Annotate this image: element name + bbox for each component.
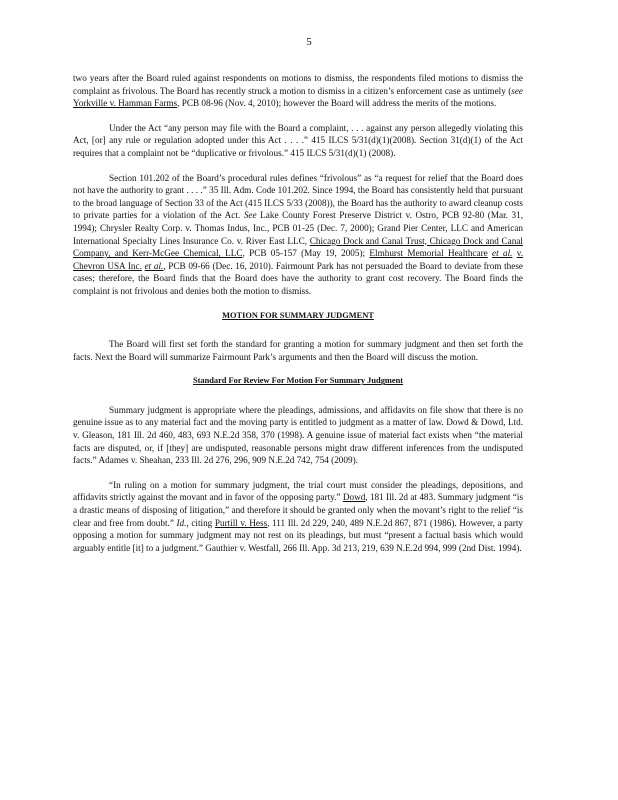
para3-see: See: [243, 210, 257, 221]
para3-text-b: Lake County Forest Preserve District v. Ostro, PCB 92-80 (Mar. 31, 1994); Chrysler Realty Corp. v. Thomas Indus, Inc., PCB 01-25 (Dec. 7, 2000); Grand Pier Center, LLC and American International Specialty Lines Insurance Co. v. River East LLC,: [73, 210, 524, 246]
paragraph-ruling-on-motion: [73, 479, 523, 555]
para6-id: Id.: [176, 517, 187, 528]
para3-et-al-2: et al.: [144, 260, 164, 271]
para3-text-a: Section 101.202 of the Board’s procedural rules defines “frivolous” as “a request for relief that the Board does not have the authority to grant . . . .” 35 Ill. Adm. Code 101.202. Since 1994, the Board has consistently held that pursuant to the broad language of Section 33 of the Act (415 ILCS 5/33 (2008)), the Board has the authority to award cleanup costs to private parties for a violation of the Act.: [73, 172, 523, 221]
paragraph-section-101-202: [73, 172, 523, 298]
para6-text-c: , citing: [186, 517, 213, 528]
case-yorkville: Yorkville v. Hamman Farms: [73, 98, 178, 109]
case-elmhurst: Elmhurst Memorial Healthcare: [369, 248, 488, 259]
para6-text-d: , 111 Ill. 2d 229, 240, 489 N.E.2d 867, 871 (1986). However, a party opposing a motion for summary judgment may not rest on its pleadings, but must “present a factual basis which would arguably entitle [it] to a judgment.” Gauthier v. Westfall, 266 Ill. App. 3d 213, 219, 639 N.E.2d 994, 999 (2nd Dist. 1994).: [73, 517, 524, 553]
para3-et-al: et al.: [492, 248, 513, 259]
heading1-text: MOTION FOR SUMMARY JUDGMENT: [222, 310, 374, 320]
page-number: 5: [306, 36, 312, 48]
paragraph-board-will-set-forth: The Board will first set forth the standard for granting a motion for summary judgment and then set forth the facts. Next the Board will summarize Fairmount Park’s arguments and then the Board will discuss the motion.: [73, 339, 523, 362]
case-dowd: Dowd: [342, 492, 366, 503]
paragraph-frivolous-motions: [73, 72, 523, 110]
case-chicago-dock: Chicago Dock and Canal Trust, Chicago Dock and Canal Company, and Kerr-McGee Chemical, LLC: [73, 235, 523, 259]
case-chevron: v. Chevron USA Inc.: [73, 248, 524, 271]
para1-text-a: two years after the Board ruled against respondents on motions to dismiss, the respondents filed motions to dismiss the complaint as frivolous. The Board has recently struck a motion to dismiss in a citizen’s enforcement case as untimely (: [73, 73, 523, 96]
case-purtill: Purtill v. Hess: [214, 517, 268, 528]
para1-see: see: [511, 85, 523, 96]
heading2-text: Standard For Review For Motion For Summary Judgment: [192, 376, 404, 386]
para6-text-b: , 181 Ill. 2d at 483. Summary judgment “is a drastic means of disposing of litigation,” and therefore it should be granted only when the movant’s right to the relief “is clear and free from doubt.”: [73, 492, 524, 528]
heading-standard-for-review: [73, 375, 523, 388]
para1-text-b: , PCB 08-96 (Nov. 4, 2010); however the Board will address the merits of the motions.: [177, 98, 497, 109]
para6-text-a: “In ruling on a motion for summary judgment, the trial court must consider the pleadings, depositions, and affidavits strictly against the movant and in favor of the opposing party.”: [73, 479, 523, 503]
paragraph-summary-judgment-appropriate: Summary judgment is appropriate where the pleadings, admissions, and affidavits on file show that there is no genuine issue as to any material fact and the moving party is entitled to judgment as a matter of law. Dowd & Dowd, Ltd. v. Gleason, 181 Ill. 2d 460, 483, 693 N.E.2d 358, 370 (1998). A genuine issue of material fact exists when “the material facts are disputed, or, if [they] are undisputed, reasonable persons might draw different inferences from the undisputed facts.” Adames v. Sheahan, 233 Ill. 2d 276, 296, 909 N.E.2d 742, 754 (2009).: [73, 404, 523, 466]
para3-text-c: , PCB 05-157 (May 19, 2005);: [242, 248, 366, 259]
paragraph-act-complaint: Under the Act “any person may file with the Board a complaint, . . . against any person allegedly violating this Act, [or] any rule or regulation adopted under this Act . . . .” 415 ILCS 5/31(d)(1)(2008). Section 31(d)(1) of the Act requires that a complaint not be “duplicative or frivolous.” 415 ILCS 5/31(d)(1) (2008).: [73, 122, 523, 158]
heading-motion-summary-judgment: [73, 310, 523, 323]
para3-text-d: , PCB 09-66 (Dec. 16, 2010). Fairmount Park has not persuaded the Board to deviate from these cases; therefore, the Board finds that the Board does have the authority to grant cost recovery. The Board finds the complaint is not frivolous and denies both the motion to dismiss.: [73, 260, 524, 296]
document-body: [73, 72, 523, 566]
